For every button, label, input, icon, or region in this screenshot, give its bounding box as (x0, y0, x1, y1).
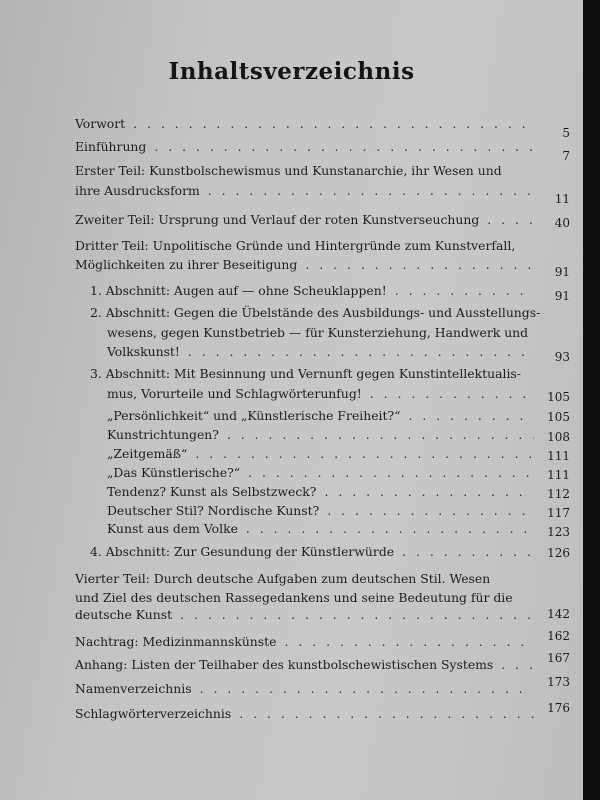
dot-leader (408, 408, 534, 424)
toc-entry-dritter-teil (75, 238, 560, 254)
toc-entry-text: Vorwort (75, 116, 126, 131)
toc-entry-text: Tendenz? Kunst als Selbstzweck? (107, 484, 317, 499)
toc-entry-erster-teil (75, 163, 560, 179)
toc-subentry-tendenz (107, 484, 540, 500)
toc-entry-abschnitt-2 (90, 305, 560, 321)
dot-leader (402, 544, 534, 560)
toc-entry-text: und Ziel des deutschen Rassegedankens und seine Bedeutung für die (75, 590, 513, 605)
dot-leader (200, 681, 534, 697)
toc-entry-dritter-teil-cont (75, 257, 540, 273)
toc-entry-text: 2. Abschnitt: Gegen die Übelstände des Ausbildungs- und Ausstellungs- (90, 305, 541, 320)
toc-entry-abschnitt-2-cont (107, 325, 560, 341)
toc-subentry-stil (107, 503, 540, 519)
page-number: 126 (547, 546, 570, 560)
toc-entry-text: ihre Ausdrucksform (75, 183, 200, 198)
toc-entry-text: mus, Vorurteile und Schlagwörterunfug! (107, 386, 362, 401)
toc-entry-text: 3. Abschnitt: Mit Besinnung und Vernunft gegen Kunstintellektualis- (90, 366, 521, 381)
toc-entry-vierter-teil-cont (75, 590, 560, 606)
toc-entry-abschnitt-1 (90, 283, 540, 299)
page-number: 111 (547, 449, 570, 463)
page-number: 40 (554, 216, 570, 230)
toc-entry-text: Erster Teil: Kunstbolschewismus und Kunstanarchie, ihr Wesen und (75, 163, 502, 178)
toc-entry-text: Vierter Teil: Durch deutsche Aufgaben zum deutschen Stil. Wesen (75, 571, 491, 586)
page-number: 123 (547, 525, 570, 539)
toc-entry-abschnitt-2-cont2 (107, 344, 540, 360)
page-number: 105 (547, 390, 570, 404)
page-number: 162 (547, 629, 570, 643)
page-number: 91 (554, 289, 570, 303)
dot-leader (195, 446, 534, 462)
page-number: 11 (554, 192, 570, 206)
page-number: 176 (547, 701, 570, 715)
page-number: 111 (547, 468, 570, 482)
dot-leader (227, 427, 534, 443)
toc-entry-zweiter-teil (75, 212, 540, 228)
toc-entry-abschnitt-3 (90, 366, 560, 382)
toc-entry-text: „Das Künstlerische?“ (107, 465, 241, 480)
toc-entry-vierter-teil (75, 571, 560, 587)
toc-entry-text: Anhang: Listen der Teilhaber des kunstbolschewistischen Systems (75, 657, 494, 672)
toc-entry-text: Namenverzeichnis (75, 681, 192, 696)
toc-entry-schlagwoerterverzeichnis (75, 706, 540, 722)
toc-subentry-kunstrichtungen (107, 427, 540, 443)
toc-entry-text: Zweiter Teil: Ursprung und Verlauf der roten Kunstverseuchung (75, 212, 480, 227)
page-number: 117 (547, 506, 570, 520)
dot-leader (133, 116, 534, 132)
page-number: 167 (547, 651, 570, 665)
page-number: 7 (562, 149, 570, 163)
page-number: 91 (554, 265, 570, 279)
toc-entry-namenverzeichnis (75, 681, 540, 697)
dot-leader (284, 634, 534, 650)
page-number: 108 (547, 430, 570, 444)
toc-entry-text: wesens, gegen Kunstbetrieb — für Kunsterziehung, Handwerk und (107, 325, 529, 340)
toc-entry-text: Volkskunst! (107, 344, 180, 359)
toc-entry-anhang (75, 657, 540, 673)
dot-leader (370, 386, 534, 402)
toc-entry-abschnitt-3-cont (107, 386, 540, 402)
toc-entry-text: Nachtrag: Medizinmannskünste (75, 634, 277, 649)
page-number: 105 (547, 410, 570, 424)
toc-entry-nachtrag (75, 634, 540, 650)
toc-entry-text: Deutscher Stil? Nordische Kunst? (107, 503, 320, 518)
toc-entry-text: Kunstrichtungen? (107, 427, 219, 442)
toc-entry-text: Einführung (75, 139, 147, 154)
dot-leader (180, 607, 534, 623)
page-number: 112 (547, 487, 570, 501)
page-number: 142 (547, 607, 570, 621)
dot-leader (487, 212, 534, 228)
toc-entry-text: 1. Abschnitt: Augen auf — ohne Scheuklappen! (90, 283, 387, 298)
dot-leader (246, 521, 534, 537)
toc-entry-text: 4. Abschnitt: Zur Gesundung der Künstlerwürde (90, 544, 395, 559)
dot-leader (305, 257, 534, 273)
toc-subentry-volke (107, 521, 540, 537)
page-title: Inhaltsverzeichnis (168, 58, 415, 85)
toc-entry-text: „Zeitgemäß“ (107, 446, 188, 461)
dot-leader (239, 706, 534, 722)
page-number: 173 (547, 675, 570, 689)
toc-entry-text: Möglichkeiten zu ihrer Beseitigung (75, 257, 298, 272)
toc-entry-vierter-teil-cont2 (75, 607, 540, 623)
toc-entry-einfuehrung (75, 139, 540, 155)
dot-leader (208, 183, 534, 199)
toc-entry-text: „Persönlichkeit“ und „Künstlerische Freiheit?“ (107, 408, 401, 423)
dot-leader (395, 283, 534, 299)
toc-entry-erster-teil-cont (75, 183, 540, 199)
toc-subentry-zeitgemaess (107, 446, 540, 462)
toc-entry-text: Dritter Teil: Unpolitische Gründe und Hintergründe zum Kunstverfall, (75, 238, 516, 253)
dot-leader (324, 484, 534, 500)
toc-entry-text: Schlagwörterverzeichnis (75, 706, 232, 721)
dot-leader (501, 657, 534, 673)
toc-subentry-kuenstlerische (107, 465, 540, 481)
dot-leader (327, 503, 534, 519)
page-number: 93 (554, 350, 570, 364)
toc-subentry-persoenlichkeit (107, 408, 540, 424)
page-number: 5 (562, 126, 570, 140)
toc-entry-text: deutsche Kunst (75, 607, 173, 622)
dot-leader (154, 139, 534, 155)
dot-leader (188, 344, 534, 360)
toc-entry-text: Kunst aus dem Volke (107, 521, 238, 536)
dot-leader (248, 465, 534, 481)
toc-entry-vorwort (75, 116, 540, 132)
toc-entry-abschnitt-4 (90, 544, 540, 560)
